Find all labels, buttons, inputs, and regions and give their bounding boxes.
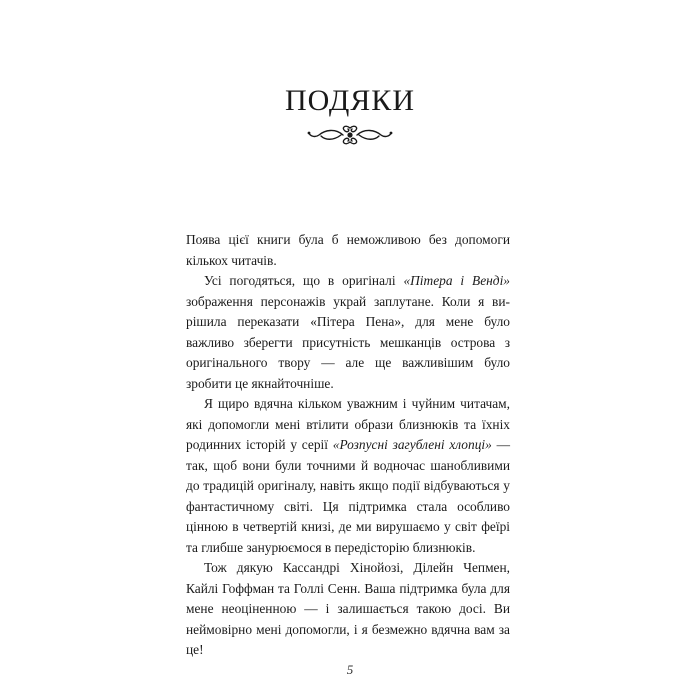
paragraph xyxy=(186,558,510,661)
italic-title: «Пітера і Венді» xyxy=(403,273,510,288)
text-run: зображення персонажів украй заплутане. Коли я вирішила переказати «Пітера Пена», для мене було важливо зберегти присутність мешканців острова з оригінального твору — але ще важливішим було зробити це якнайточніше. xyxy=(186,293,510,391)
italic-title: «Розпусні загублені хлопці» xyxy=(332,437,492,452)
acknowledgements-text xyxy=(186,230,510,661)
page-title: ПОДЯКИ xyxy=(285,84,415,117)
text-run: Поява цієї книги була б неможливою без допомоги кількох читачів. xyxy=(186,232,510,268)
paragraph xyxy=(186,394,510,558)
text-run: Усі погодяться, що в оригіналі xyxy=(204,273,404,288)
text-run: Тож дякую Кассандрі Хінойозі, Ділейн Чепмен, Кайлі Гоффман та Голлі Сенн. Ваша підтримка була для мене неоціненною — і залишається такою досі. Ви неймовірно мені допомогли, і я безмежно вдячна вам за це! xyxy=(186,560,510,657)
text-run: — так, щоб вони були точними й водночас шанобливими до традицій оригіналу, навіть якщо події відбуваються у фантастичному світі. Ця підтримка стала особливо цінною в четвертій книзі, де ми вирушаємо у світ феїрі та глибше занурюємося в передісторію близнюків. xyxy=(186,437,510,555)
flourish-ornament-icon xyxy=(305,122,395,148)
page-number: 5 xyxy=(346,662,354,677)
paragraph xyxy=(186,271,510,394)
paragraph xyxy=(186,230,510,271)
text-run: Я щиро вдячна кільком уважним і чуйним читачам, які допомогли мені втілити образи близнюків та їхніх родинних історій у серії xyxy=(186,396,510,452)
